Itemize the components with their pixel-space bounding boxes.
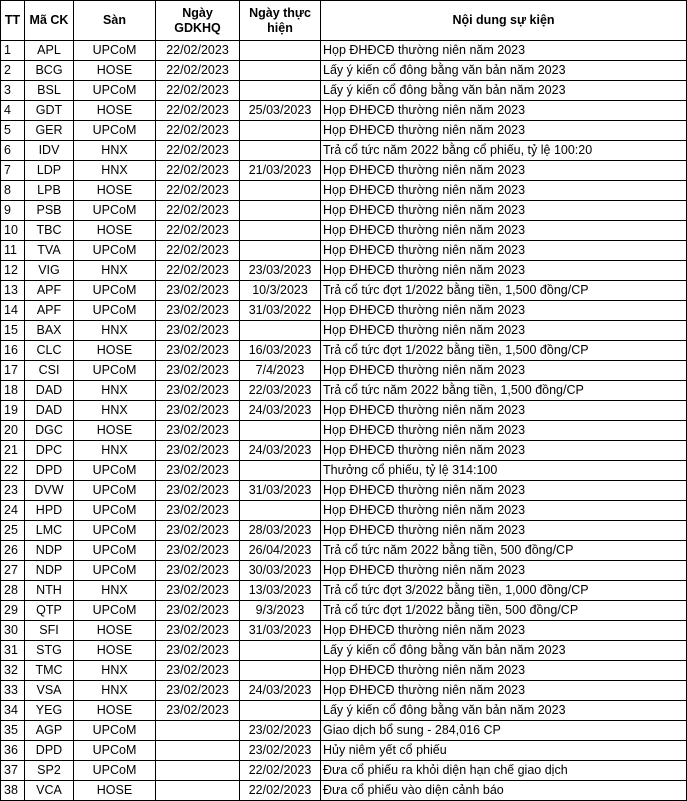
cell-ngay-gdkhq: 22/02/2023 [156,221,240,241]
table-row [1,361,687,381]
cell-ma-ck: DGC [25,421,74,441]
cell-ngay-gdkhq: 23/02/2023 [156,401,240,421]
cell-tt: 13 [1,281,25,301]
cell-ngay-thuc-hien: 31/03/2023 [240,481,321,501]
cell-san: UPCoM [74,241,156,261]
cell-noi-dung: Họp ĐHĐCĐ thường niên năm 2023 [321,481,687,501]
cell-san: UPCoM [74,541,156,561]
cell-tt: 34 [1,701,25,721]
cell-san: UPCoM [74,481,156,501]
cell-san: HOSE [74,181,156,201]
cell-ngay-gdkhq: 22/02/2023 [156,181,240,201]
cell-ma-ck: YEG [25,701,74,721]
cell-ngay-thuc-hien: 28/03/2023 [240,521,321,541]
cell-san: HNX [74,401,156,421]
cell-ngay-gdkhq [156,761,240,781]
cell-san: HOSE [74,61,156,81]
cell-noi-dung: Họp ĐHĐCĐ thường niên năm 2023 [321,261,687,281]
table-row [1,521,687,541]
cell-ma-ck: TMC [25,661,74,681]
table-row [1,481,687,501]
cell-san: HNX [74,141,156,161]
cell-tt: 19 [1,401,25,421]
cell-tt: 20 [1,421,25,441]
cell-noi-dung: Trả cổ tức năm 2022 bằng tiền, 500 đồng/CP [321,541,687,561]
cell-ngay-thuc-hien [240,461,321,481]
cell-tt: 9 [1,201,25,221]
cell-ngay-thuc-hien [240,221,321,241]
cell-ma-ck: IDV [25,141,74,161]
cell-ma-ck: AGP [25,721,74,741]
cell-ngay-thuc-hien: 22/02/2023 [240,781,321,801]
cell-ngay-gdkhq: 23/02/2023 [156,441,240,461]
cell-ma-ck: CLC [25,341,74,361]
cell-san: UPCoM [74,521,156,541]
table-row [1,221,687,241]
cell-ngay-thuc-hien: 22/02/2023 [240,761,321,781]
cell-tt: 38 [1,781,25,801]
cell-ma-ck: VCA [25,781,74,801]
cell-san: UPCoM [74,561,156,581]
cell-san: HOSE [74,341,156,361]
cell-ma-ck: CSI [25,361,74,381]
cell-tt: 17 [1,361,25,381]
header-ngay-thuc-hien: Ngày thực hiện [240,1,321,41]
cell-ngay-gdkhq: 22/02/2023 [156,161,240,181]
cell-ngay-thuc-hien [240,661,321,681]
table-row [1,541,687,561]
cell-ngay-gdkhq: 23/02/2023 [156,641,240,661]
cell-ngay-thuc-hien [240,201,321,221]
cell-noi-dung: Trả cổ tức năm 2022 bằng tiền, 1,500 đồng/CP [321,381,687,401]
cell-san: HNX [74,261,156,281]
cell-ngay-gdkhq: 23/02/2023 [156,501,240,521]
cell-ngay-thuc-hien [240,181,321,201]
cell-ngay-gdkhq [156,781,240,801]
cell-san: UPCoM [74,121,156,141]
cell-san: HNX [74,581,156,601]
cell-san: HNX [74,381,156,401]
cell-ma-ck: BCG [25,61,74,81]
cell-san: UPCoM [74,301,156,321]
cell-tt: 28 [1,581,25,601]
table-row [1,721,687,741]
cell-ngay-thuc-hien: 30/03/2023 [240,561,321,581]
cell-ma-ck: SFI [25,621,74,641]
cell-san: HNX [74,441,156,461]
cell-san: HNX [74,161,156,181]
cell-ma-ck: NDP [25,561,74,581]
cell-ngay-gdkhq: 23/02/2023 [156,481,240,501]
cell-ma-ck: SP2 [25,761,74,781]
cell-ngay-thuc-hien: 26/04/2023 [240,541,321,561]
cell-ngay-gdkhq: 23/02/2023 [156,601,240,621]
cell-noi-dung: Lấy ý kiến cổ đông bằng văn bản năm 2023 [321,701,687,721]
cell-tt: 21 [1,441,25,461]
cell-ma-ck: LDP [25,161,74,181]
cell-noi-dung: Lấy ý kiến cổ đông bằng văn bản năm 2023 [321,641,687,661]
cell-san: UPCoM [74,601,156,621]
table-row [1,281,687,301]
cell-noi-dung: Họp ĐHĐCĐ thường niên năm 2023 [321,561,687,581]
cell-noi-dung: Trả cổ tức năm 2022 bằng cổ phiếu, tỷ lệ 100:20 [321,141,687,161]
cell-ma-ck: STG [25,641,74,661]
cell-san: UPCoM [74,501,156,521]
cell-noi-dung: Họp ĐHĐCĐ thường niên năm 2023 [321,661,687,681]
cell-san: UPCoM [74,721,156,741]
cell-ma-ck: VSA [25,681,74,701]
cell-san: UPCoM [74,81,156,101]
cell-ngay-thuc-hien: 24/03/2023 [240,681,321,701]
cell-ma-ck: APL [25,41,74,61]
cell-noi-dung: Trả cổ tức đợt 1/2022 bằng tiền, 1,500 đồng/CP [321,341,687,361]
cell-san: HNX [74,661,156,681]
cell-ngay-thuc-hien [240,501,321,521]
cell-tt: 32 [1,661,25,681]
cell-ma-ck: VIG [25,261,74,281]
cell-noi-dung: Họp ĐHĐCĐ thường niên năm 2023 [321,401,687,421]
cell-ngay-gdkhq: 22/02/2023 [156,261,240,281]
table-row [1,461,687,481]
cell-ngay-gdkhq: 23/02/2023 [156,621,240,641]
cell-ngay-thuc-hien [240,321,321,341]
cell-ngay-thuc-hien [240,61,321,81]
table-row [1,421,687,441]
cell-noi-dung: Trả cổ tức đợt 1/2022 bằng tiền, 1,500 đồng/CP [321,281,687,301]
table-row [1,681,687,701]
table-row [1,101,687,121]
cell-noi-dung: Họp ĐHĐCĐ thường niên năm 2023 [321,121,687,141]
table-row [1,41,687,61]
table-row [1,161,687,181]
cell-ngay-gdkhq: 23/02/2023 [156,321,240,341]
table-row [1,761,687,781]
cell-ngay-gdkhq: 23/02/2023 [156,521,240,541]
cell-ma-ck: PSB [25,201,74,221]
cell-ngay-thuc-hien: 23/03/2023 [240,261,321,281]
cell-ngay-gdkhq: 22/02/2023 [156,201,240,221]
cell-ngay-gdkhq: 23/02/2023 [156,541,240,561]
cell-ngay-gdkhq: 23/02/2023 [156,421,240,441]
table-row [1,321,687,341]
cell-noi-dung: Họp ĐHĐCĐ thường niên năm 2023 [321,501,687,521]
cell-ngay-gdkhq [156,741,240,761]
header-san: Sàn [74,1,156,41]
cell-tt: 16 [1,341,25,361]
cell-noi-dung: Họp ĐHĐCĐ thường niên năm 2023 [321,361,687,381]
cell-noi-dung: Đưa cổ phiếu vào diện cảnh báo [321,781,687,801]
cell-tt: 22 [1,461,25,481]
cell-ngay-gdkhq: 23/02/2023 [156,461,240,481]
cell-ngay-thuc-hien: 10/3/2023 [240,281,321,301]
cell-ma-ck: BSL [25,81,74,101]
cell-noi-dung: Họp ĐHĐCĐ thường niên năm 2023 [321,241,687,261]
cell-ngay-thuc-hien [240,241,321,261]
cell-noi-dung: Họp ĐHĐCĐ thường niên năm 2023 [321,221,687,241]
cell-san: HOSE [74,101,156,121]
cell-noi-dung: Họp ĐHĐCĐ thường niên năm 2023 [321,161,687,181]
cell-ma-ck: APF [25,301,74,321]
cell-tt: 37 [1,761,25,781]
cell-ma-ck: TBC [25,221,74,241]
cell-noi-dung: Họp ĐHĐCĐ thường niên năm 2023 [321,201,687,221]
cell-ngay-gdkhq: 23/02/2023 [156,361,240,381]
cell-ngay-gdkhq [156,721,240,741]
table-row [1,401,687,421]
cell-san: UPCoM [74,461,156,481]
cell-ma-ck: DAD [25,401,74,421]
cell-tt: 7 [1,161,25,181]
cell-ngay-gdkhq: 22/02/2023 [156,81,240,101]
cell-ma-ck: QTP [25,601,74,621]
cell-ngay-gdkhq: 22/02/2023 [156,61,240,81]
header-ngay-gdkhq: Ngày GDKHQ [156,1,240,41]
header-tt: TT [1,1,25,41]
cell-tt: 11 [1,241,25,261]
cell-ngay-gdkhq: 23/02/2023 [156,341,240,361]
table-row [1,641,687,661]
cell-noi-dung: Họp ĐHĐCĐ thường niên năm 2023 [321,321,687,341]
cell-ngay-gdkhq: 22/02/2023 [156,41,240,61]
cell-noi-dung: Lấy ý kiến cổ đông bằng văn bản năm 2023 [321,61,687,81]
table-row [1,181,687,201]
cell-noi-dung: Họp ĐHĐCĐ thường niên năm 2023 [321,101,687,121]
cell-san: HOSE [74,421,156,441]
header-noi-dung: Nội dung sự kiện [321,1,687,41]
cell-ma-ck: TVA [25,241,74,261]
cell-ngay-thuc-hien [240,701,321,721]
cell-ngay-gdkhq: 23/02/2023 [156,581,240,601]
cell-ma-ck: DPD [25,461,74,481]
cell-noi-dung: Trả cổ tức đợt 3/2022 bằng tiền, 1,000 đồng/CP [321,581,687,601]
cell-tt: 1 [1,41,25,61]
cell-san: UPCoM [74,41,156,61]
cell-ma-ck: NDP [25,541,74,561]
cell-ngay-thuc-hien: 31/03/2022 [240,301,321,321]
cell-san: UPCoM [74,201,156,221]
cell-tt: 36 [1,741,25,761]
cell-san: UPCoM [74,281,156,301]
cell-ma-ck: DAD [25,381,74,401]
table-row [1,561,687,581]
cell-san: HOSE [74,701,156,721]
cell-ma-ck: LPB [25,181,74,201]
cell-san: HNX [74,321,156,341]
table-row [1,201,687,221]
cell-san: UPCoM [74,761,156,781]
cell-noi-dung: Trả cổ tức đợt 1/2022 bằng tiền, 500 đồng/CP [321,601,687,621]
cell-ma-ck: DPC [25,441,74,461]
cell-tt: 14 [1,301,25,321]
cell-ngay-thuc-hien: 21/03/2023 [240,161,321,181]
cell-noi-dung: Họp ĐHĐCĐ thường niên năm 2023 [321,621,687,641]
cell-noi-dung: Họp ĐHĐCĐ thường niên năm 2023 [321,181,687,201]
cell-san: HOSE [74,781,156,801]
cell-tt: 8 [1,181,25,201]
cell-ngay-gdkhq: 23/02/2023 [156,561,240,581]
cell-noi-dung: Thưởng cổ phiếu, tỷ lệ 314:100 [321,461,687,481]
cell-noi-dung: Đưa cổ phiếu ra khỏi diện hạn chế giao dịch [321,761,687,781]
cell-tt: 31 [1,641,25,661]
cell-noi-dung: Họp ĐHĐCĐ thường niên năm 2023 [321,301,687,321]
cell-ma-ck: HPD [25,501,74,521]
cell-ngay-gdkhq: 23/02/2023 [156,701,240,721]
cell-ngay-thuc-hien: 31/03/2023 [240,621,321,641]
cell-ngay-gdkhq: 22/02/2023 [156,121,240,141]
cell-ngay-thuc-hien [240,141,321,161]
table-row [1,121,687,141]
table-row [1,501,687,521]
table-row [1,341,687,361]
cell-tt: 27 [1,561,25,581]
cell-noi-dung: Họp ĐHĐCĐ thường niên năm 2023 [321,421,687,441]
cell-ngay-thuc-hien: 25/03/2023 [240,101,321,121]
cell-ngay-thuc-hien: 23/02/2023 [240,741,321,761]
cell-san: HOSE [74,621,156,641]
cell-noi-dung: Họp ĐHĐCĐ thường niên năm 2023 [321,521,687,541]
cell-tt: 23 [1,481,25,501]
cell-tt: 26 [1,541,25,561]
cell-tt: 4 [1,101,25,121]
table-row [1,581,687,601]
table-row [1,261,687,281]
cell-san: HOSE [74,641,156,661]
cell-ngay-thuc-hien: 7/4/2023 [240,361,321,381]
cell-tt: 12 [1,261,25,281]
cell-ma-ck: DVW [25,481,74,501]
cell-ngay-gdkhq: 23/02/2023 [156,381,240,401]
cell-san: HNX [74,681,156,701]
cell-ngay-gdkhq: 22/02/2023 [156,241,240,261]
cell-ngay-thuc-hien: 16/03/2023 [240,341,321,361]
cell-tt: 30 [1,621,25,641]
cell-tt: 33 [1,681,25,701]
cell-ngay-thuc-hien [240,641,321,661]
cell-ngay-thuc-hien: 13/03/2023 [240,581,321,601]
cell-tt: 2 [1,61,25,81]
cell-tt: 5 [1,121,25,141]
cell-ma-ck: APF [25,281,74,301]
cell-ngay-gdkhq: 22/02/2023 [156,101,240,121]
cell-ngay-thuc-hien: 9/3/2023 [240,601,321,621]
table-row [1,301,687,321]
cell-tt: 6 [1,141,25,161]
cell-ngay-gdkhq: 22/02/2023 [156,141,240,161]
cell-tt: 18 [1,381,25,401]
table-row [1,81,687,101]
cell-ngay-thuc-hien [240,41,321,61]
cell-noi-dung: Lấy ý kiến cổ đông bằng văn bản năm 2023 [321,81,687,101]
cell-ma-ck: LMC [25,521,74,541]
cell-ngay-gdkhq: 23/02/2023 [156,681,240,701]
table-row [1,741,687,761]
cell-san: HOSE [74,221,156,241]
table-row [1,441,687,461]
cell-ngay-gdkhq: 23/02/2023 [156,301,240,321]
table-row [1,241,687,261]
cell-ngay-thuc-hien [240,421,321,441]
cell-ngay-thuc-hien [240,81,321,101]
cell-tt: 25 [1,521,25,541]
cell-ma-ck: GDT [25,101,74,121]
cell-ma-ck: BAX [25,321,74,341]
cell-ma-ck: DPD [25,741,74,761]
cell-ma-ck: GER [25,121,74,141]
cell-ngay-thuc-hien: 22/03/2023 [240,381,321,401]
cell-ngay-thuc-hien: 24/03/2023 [240,441,321,461]
cell-noi-dung: Họp ĐHĐCĐ thường niên năm 2023 [321,441,687,461]
cell-ngay-gdkhq: 23/02/2023 [156,661,240,681]
cell-ngay-thuc-hien: 24/03/2023 [240,401,321,421]
table-row [1,141,687,161]
table-row [1,701,687,721]
table-header-row [1,1,687,41]
table-row [1,661,687,681]
cell-ngay-thuc-hien [240,121,321,141]
table-row [1,61,687,81]
cell-noi-dung: Họp ĐHĐCĐ thường niên năm 2023 [321,41,687,61]
cell-tt: 3 [1,81,25,101]
cell-san: UPCoM [74,741,156,761]
cell-ngay-thuc-hien: 23/02/2023 [240,721,321,741]
cell-tt: 35 [1,721,25,741]
cell-san: UPCoM [74,361,156,381]
table-row [1,381,687,401]
cell-tt: 15 [1,321,25,341]
cell-noi-dung: Họp ĐHĐCĐ thường niên năm 2023 [321,681,687,701]
table-row [1,621,687,641]
cell-tt: 29 [1,601,25,621]
table-row [1,601,687,621]
cell-tt: 10 [1,221,25,241]
cell-tt: 24 [1,501,25,521]
cell-ma-ck: NTH [25,581,74,601]
cell-ngay-gdkhq: 23/02/2023 [156,281,240,301]
cell-noi-dung: Giao dịch bổ sung - 284,016 CP [321,721,687,741]
table-row [1,781,687,801]
cell-noi-dung: Hủy niêm yết cổ phiếu [321,741,687,761]
header-ma-ck: Mã CK [25,1,74,41]
